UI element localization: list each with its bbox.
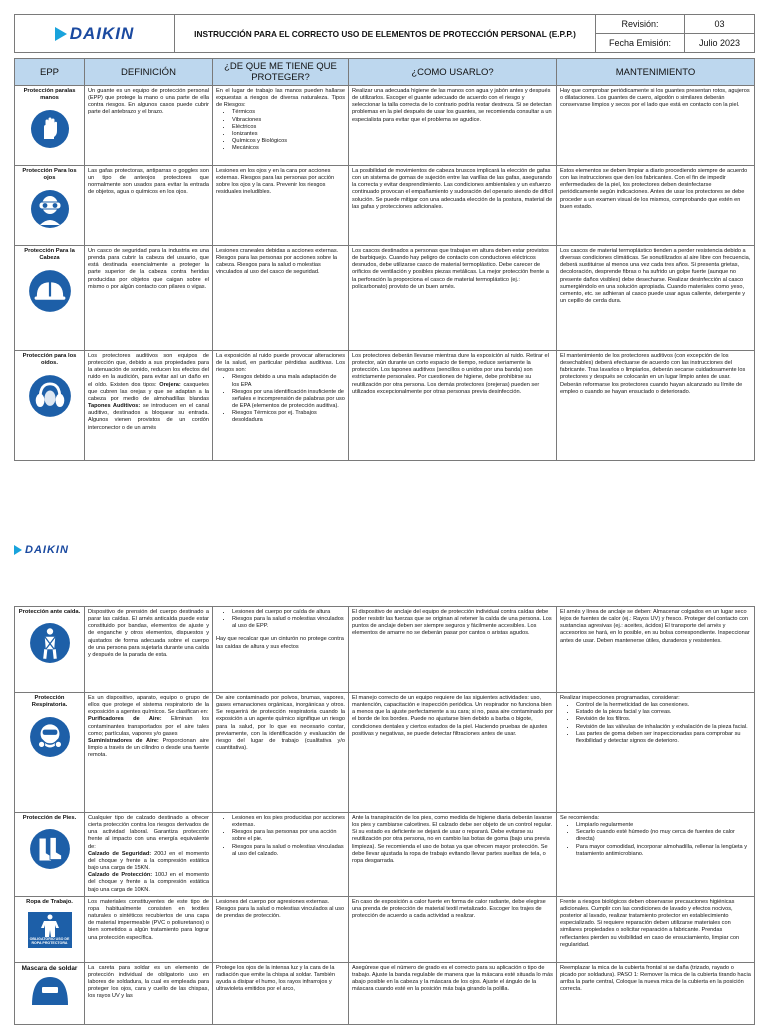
list-item: • Para mayor comodidad, incorporar almohadilla, rellenar la lengüeta y tratamiento antimicrobiano. (576, 844, 751, 858)
list-item: • Revisión de los filtros. (576, 716, 751, 723)
epp-cell: Protección Para la Cabeza (15, 246, 85, 351)
protege-cell: En el lugar de trabajo las manos pueden hallarse expuestas a riesgos de diversa naturaleza. Tipos de Riesgos: • Térmicos • Vibraciones • Eléctricos • Ionizantes • Químicos y Biológicos • Mecánicos (213, 86, 349, 166)
epp-cell: Protección Respiratoria. (15, 693, 85, 813)
list-item: • Control de la hermeticidad de las conexiones. (576, 702, 751, 709)
epp-cell: Protección para los oídos. (15, 351, 85, 461)
protege-cell: Lesiones del cuerpo por agresiones externas. Riesgos para la salud o molestias vinculados al uso de prendas de protección. (213, 896, 349, 962)
table-row (15, 896, 755, 962)
list-item: • Riesgos para las personas por una acción sobre el pie. (232, 829, 345, 843)
list-item: • Estado de la pieza facial y las correas. (576, 709, 751, 716)
goggles-icon (30, 189, 70, 229)
list-item: • Químicos y Biológicos (232, 138, 345, 145)
table-row (15, 351, 755, 461)
list-item: • Vibraciones (232, 117, 345, 124)
daikin-logo-icon (14, 545, 22, 555)
definicion-cell: Las gafas protectoras, antiparras o goggles son un tipo de anteojos protectores que normalmente son usados para evitar la entrada de objetos, agua o químicos en los ojos. (85, 166, 213, 246)
table-row (15, 246, 755, 351)
definicion-cell: Un casco de seguridad para la industria es una prenda para cubrir la cabeza del usuario, que está destinada esencialmente a proteger la parte superior de la cabeza contra heridas producidas por objetos que caigan sobre el mismo o por algún contacto con pilares o vigas. (85, 246, 213, 351)
protege-cell: • Lesiones del cuerpo por caída de altura • Riesgos para la salud o molestias vinculados al uso de EPP. Hay que recalcar que un cinturón no protege contra las caídas de altura y sus efectos (213, 607, 349, 693)
list-item: • Riesgos por una identificación insuficiente de señales e incomprensión de palabras por uso de EPA (elementos de protección auditiva). (232, 389, 345, 410)
coverall-sign: OBLIGATORIO USO DE ROPA PROTECTORA (28, 912, 72, 948)
definicion-cell: Un guante es un equipo de protección personal (EPP) que protege la mano o una parte de ella contra riesgos. En algunos casos puede cubrir parte del antebrazo y el brazo. (85, 86, 213, 166)
list-item: • Lesiones del cuerpo por caída de altura (232, 609, 345, 616)
epp-table (14, 58, 755, 461)
mantenimiento-cell: Realizar inspecciones programadas, considerar: • Control de la hermeticidad de las conexiones. • Estado de la pieza facial y las correas. • Revisión de los filtros. • Revisión de las válvulas de inhalación y exhalación de la pieza facial. • Las partes de goma deben ser inspeccionadas para comprobar su flexibilidad y detectar signos de deterioro. (557, 693, 755, 813)
definicion-cell: Los protectores auditivos son equipos de protección que, debido a sus propiedades para la atenuación de sonido, reducen los efectos del ruido en la audición, para evitar así un daño en el oído. Existen dos tipos: Orejera: casquetes que cubren las orejas y que se adaptan a la cabeza por medio de almohadillas blandas Tapones Auditivos: se introducen en el canal auditivo, destinados a bloquear su entrada. Algunos vienen provistos de un cordón interconector o de un arnés (85, 351, 213, 461)
list-item: • Las partes de goma deben ser inspeccionadas para comprobar su flexibilidad y detectar signos de deterioro. (576, 731, 751, 745)
harness-icon (29, 622, 71, 664)
protege-cell: De aire contaminado por polvos, brumas, vapores, gases emanaciones orgánicas, inorgánicas y otros. Se requerirá de protección respiratoria cuando la exposición a un agente químico signifique un riesgo para la salud, por lo que es necesario contar, previamente, con la identificación y evaluación de riesgo del lugar de trabajo (cualitativa y/o cuantitativa). (213, 693, 349, 813)
list-item: • Mecánicos (232, 145, 345, 152)
table-header-row (15, 59, 755, 86)
epp-cell: Mascara de soldar (15, 962, 85, 1024)
column-header-epp: EPP (15, 59, 85, 86)
page-2 (0, 528, 768, 1024)
boots-icon (29, 828, 71, 870)
table-row (15, 962, 755, 1024)
mantenimiento-cell: Hay que comprobar periódicamente si los guantes presentan rotos, agujeros o dilataciones. Los guantes de cuero, algodón o similares deberán conservarse limpios y secos por el lado que está en contacto con la piel. (557, 86, 755, 166)
mantenimiento-cell: Frente a riesgos biológicos deben observarse precauciones higiénicas adicionales. Cumplir con las condiciones de lavado y efectos nocivos, posterior al lavado, realizar tratamiento protector en establecimiento especializado. Si requiere reparación deben utilizarse materiales con similares propiedades o solicitar reparación a fabricante. Prendas reflectantes pierden su visibilidad en caso de ensuciamiento, limpiar con regularidad. (557, 896, 755, 962)
uso-cell: Asegúrese que el número de grado es el correcto para su aplicación o tipo de trabajo. Ajuste la banda regulable de manera que la máscara esté situada lo más abajo posible en la cabeza y la máscara de los ojos. Ajuste el ángulo de la máscara cuando esté en la posición más baja girando la polilla. (349, 962, 557, 1024)
list-item: • Eléctricos (232, 124, 345, 131)
list-item: • Riesgos Térmicos por ej. Trabajos desoldadura (232, 410, 345, 424)
definicion-cell: Cualquier tipo de calzado destinado a ofrecer cierta protección contra los riesgos derivados de una actividad laboral. Garantiza protección frente al impacto con una energía equivalente de: Calzado de Seguridad: 200J en el momento del choque y frente a la compresión estática bajo una carga de 15KN. Calzado de Protección: 100J en el momento del choque y frente a la compresión estática bajo una carga de 10KN. (85, 813, 213, 897)
uso-cell: Realizar una adecuada higiene de las manos con agua y jabón antes y después de utilizarlos. Escoger el guante adecuado de acuerdo con el riesgo y seleccionar la talla correcta de lo contrario podría restar destreza. Si se detectan problemas en la piel después de usar los guantes, se recomienda consultar a un especialista para evitar que el problema se agudice. (349, 86, 557, 166)
epp-cell: Protección Para los ojos (15, 166, 85, 246)
respirator-icon (29, 716, 71, 758)
epp-cell: Protección ante caída. (15, 607, 85, 693)
epp-cell: Protección paralas manos (15, 86, 85, 166)
protege-cell: La exposición al ruido puede provocar alteraciones de la salud, en particular pérdidas auditivas. Los riesgos son: • Riesgos debido a una mala adaptación de los EPA • Riesgos por una identificación insuficiente de señales e incomprensión de palabras por uso de EPA (elementos de protección auditiva). • Riesgos Térmicos por ej. Trabajos desoldadura (213, 351, 349, 461)
mantenimiento-cell: Reemplazar la mica de la cubierta frontal si se daña (trizado, rayado o picado por soldadura). PASO 1: Remover la mica de la cubierta tirando hacia arriba la parte central, Coloque la nueva mica de la cubierta en la posición correcta. (557, 962, 755, 1024)
list-item: • Riesgos para la salud o molestias vinculados al uso de EPP. (232, 616, 345, 630)
list-item: • Ionizantes (232, 131, 345, 138)
protege-cell: Lesiones en los ojos y en la cara por acciones externas. Riesgos para las personas por acción sobre los ojos y la cara. Prevenir los riesgos residuales ineludibles. (213, 166, 349, 246)
mantenimiento-cell: Estos elementos se deben limpiar a diario procediendo siempre de acuerdo con las instrucciones que den los fabricantes. Con el fin de impedir enfermedades de la piel, los protectores deben desinfectarse periódicamente según indicaciones. Antes de usar los protectores se debe proceder a un examen visual de los mismos, comprobando que estén en buen estado. (557, 166, 755, 246)
uso-cell: La posibilidad de movimientos de cabeza bruscos implicará la elección de gafas con un sistema de gomas de sujeción entre las varillas de las gafas, asegurando la correcta y evitar desprendimiento. Las condiciones ambientales y un esfuerzo continuado provocan el empañamiento y sudoración del operario siendo de difícil solución. Se puede mitigar con una adecuada elección de la postura, material de las gafas y protecciones adicionales. (349, 166, 557, 246)
gloves-icon (30, 109, 70, 149)
definicion-cell: Dispositivo de prensión del cuerpo destinado a parar las caídas. El arnés anticaída puede estar constituido por bandas, elementos de ajuste y de enganche y otros elementos, dispuestos y ajustados de forma adecuada sobre el cuerpo de una persona para sujetarla durante una caída y después de la parada de esta. (85, 607, 213, 693)
column-header-protege: ¿DE QUE ME TIENE QUE PROTEGER? (213, 59, 349, 86)
uso-cell: En caso de exposición a calor fuerte en forma de calor radiante, debe elegirse una prenda de protección de material textil metalizado. Escoger los trajes de protección de acuerdo a cada actividad a realizar. (349, 896, 557, 962)
protege-cell: Lesiones craneales debidas a acciones externas. Riesgos para las personas por acciones sobre la cabeza. Riesgos para la salud o molestias vinculados al uso del casco de seguridad. (213, 246, 349, 351)
list-item: • Secarlo cuando esté húmedo (no muy cerca de fuentes de calor directa) (576, 829, 751, 843)
definicion-cell: Es un dispositivo, aparato, equipo o grupo de ellos que protege el sistema respiratorio de la exposición a agentes químicos. Se clasifican en: Purificadores de Aire: Eliminan los contaminantes transportados por el aire tales como; partículas, vapores y/o gases Suministradores de Aire: Proporcionan aire limpio a través de un cilindro o desde una fuente remota. (85, 693, 213, 813)
mantenimiento-cell: Los cascos de material termoplástico tienden a perder resistencia debido a diversas condiciones climáticas. Se sonutilizados al aire libre con frecuencia, deberá sustituirse al menos una vez cada tres años. Si presenta grietas, decoloración, desprende fibras o ha sufrido un golpe fuerte (aunque no presente daños visibles) debe desecharse. Realizar desinfección al casco sumergiéndolo en una solución apropiada. Cuando materiales como yeso, cemento, etc. se adhieran al casco puede usar agua caliente, detergente y un cepillo de cerda dura. (557, 246, 755, 351)
protege-cell (213, 813, 349, 897)
uso-cell: Ante la transpiración de los pies, como medida de higiene diaria deberán lavarse los pies y cambiarse calcetines. El calzado debe ser objeto de un control regular. Si su estado es deficiente se dejará de usar o reparará. Debe evitarse su reutilización por otra persona, no en cambio las botas de goma (bajo una previa limpieza). Se recomienda el uso de botas ya que ofrecen mayor protección. Se debe llevar ajustada la ropa de trabajo evitando llevar partes sueltas de tela, o ropa desgarrada. (349, 813, 557, 897)
mantenimiento-cell: El arnés y línea de anclaje se deben: Almacenar colgados en un lugar seco lejos de fuentes de calor (ej.: Rayos UV) y fresco. Proteger del contacto con sustancias agresivas (ej.: aceites, ácidos) El transporte del arnés y accesorios se hará, en lo posible, en su bolsa correspondiente. Inspeccionar antes de usar. Deben mantenerse útiles, duraderos y resistentes. (557, 607, 755, 693)
uso-cell: Los protectores deberán llevarse mientras dure la exposición al ruido. Retirar el protector, aún durante un corto espacio de tiempo, reduce seriamente la protección. Los tapones auditivos (sencillos o unidos por una banda) son estrictamente personales. Por cuestiones de higiene, debe prohibirse su reutilización por otra persona. Los demás protectores (orejeras) pueden ser utilizados excepcionalmente por otras personas previa desinfección. (349, 351, 557, 461)
earmuffs-icon (28, 374, 72, 418)
column-header-uso: ¿COMO USARLO? (349, 59, 557, 86)
coverall-icon (37, 914, 63, 938)
column-header-mantenimiento: MANTENIMIENTO (557, 59, 755, 86)
epp-table-page-2 (14, 606, 755, 1025)
definicion-cell: Los materiales constituyentes de este tipo de ropa habitualmente consisten en textiles naturales o sintéticos recubiertos de una capa de material impermeable (PVC o poliuretanos) o bien sometidos a algún tratamiento para lograr una protección específica. (85, 896, 213, 962)
uso-cell: El dispositivo de anclaje del equipo de protección individual contra caídas debe poder resistir las fuerzas que se originan al retener la caída de una persona. Los puntos de anclaje deben ser siempre seguros y fácilmente accesibles. Los elementos de amarre no se deberán pasar por cantos o aristas agudos. (349, 607, 557, 693)
mantenimiento-cell: El mantenimiento de los protectores auditivos (con excepción de los desechables) deberá efectuarse de acuerdo con las instrucciones del fabricante. Tras lavarlos o limpiarlos, deberán secarse cuidadosamente los protectores y después se colocarán en un lugar limpio antes de usar. Deberán reformarse los protectores cuando hayan alcanzado su límite de empleo o cuando se hayan ensuciado o deteriorado. (557, 351, 755, 461)
epp-cell: Ropa de Trabajo. OBLIGATORIO USO DE ROPA PROTECTORA (15, 896, 85, 962)
protege-cell: Protege los ojos de la intensa luz y la cara de la radiación que emite la chispa al soldar. También ayuda a disipar el humo, los rayos infrarrojos y ultravioleta emitidos por el arco, (213, 962, 349, 1024)
uso-cell: El manejo correcto de un equipo requiere de las siguientes actividades: uso, mantención, capacitación e inspección periódica. Un respirador no funciona bien a menos que la ajuste perfectamente a su cara; si no, pasa aire contaminado por el borde de los bordes. Puede no ajustarse bien debido a barba o bigote, condiciones dentales y ciertos estados de la piel. Haciendo pruebas de ajustes positivas y negativas, se puede detectar filtraciones antes de usar. (349, 693, 557, 813)
epp-cell: Protección de Pies. (15, 813, 85, 897)
table-row (15, 607, 755, 693)
definicion-cell: La careta para soldar es un elemento de protección individual de obligatorio uso en labores de soldadura, la cual es empleada para proteger los ojos, cara y cuello de las chispas, los rayos UV y las (85, 962, 213, 1024)
daikin-logo-icon (55, 27, 67, 41)
list-item: • Riesgos debido a una mala adaptación de los EPA (232, 374, 345, 388)
column-header-definicion: DEFINICIÓN (85, 59, 213, 86)
document-header (14, 14, 755, 53)
uso-cell: Los cascos destinados a personas que trabajan en altura deben estar provistos de barbiquejo. Cuando hay peligro de contacto con conductores eléctricos desnudos, debe utilizarse casco de material termoplástico. Debe carecer de orificios de ventilación y posibles piezas metálicas. La mejor protección frente a la perforación la proporciona el casco de material termoplástico (ej.: policarbonato) provisto de un buen arnés. (349, 246, 557, 351)
list-item: • Limpiarlo regularmente (576, 822, 751, 829)
list-item: • Térmicos (232, 109, 345, 116)
hard-hat-icon (28, 269, 72, 313)
date-label: Fecha Emisión: (596, 34, 685, 53)
list-item: • Riesgos para la salud o molestias vinculadas al uso del calzado. (232, 844, 345, 858)
revision-label: Revisión: (596, 15, 685, 34)
welding-mask-icon (30, 975, 70, 1005)
brand-logo: DAIKIN (15, 15, 175, 53)
list-item: • Revisión de las válvulas de inhalación y exhalación de la pieza facial. (576, 724, 751, 731)
table-row (15, 813, 755, 897)
table-row (15, 86, 755, 166)
table-row (15, 693, 755, 813)
list-item: • Lesiones en los pies producidas por acciones externas. (232, 815, 345, 829)
document-title: INSTRUCCIÓN PARA EL CORRECTO USO DE ELEMENTOS DE PROTECCIÓN PERSONAL (E.P.P.) (175, 15, 596, 53)
table-row (15, 166, 755, 246)
brand-logo-page-2: DAIKIN (14, 544, 69, 556)
date-value: Julio 2023 (685, 34, 755, 53)
revision-value: 03 (685, 15, 755, 34)
mantenimiento-cell: Se recomienda: • Limpiarlo regularmente • Secarlo cuando esté húmedo (no muy cerca de fuentes de calor directa) • Para mayor comodidad, incorporar almohadilla, rellenar la lengüeta y tratamiento antimicrobiano. (557, 813, 755, 897)
